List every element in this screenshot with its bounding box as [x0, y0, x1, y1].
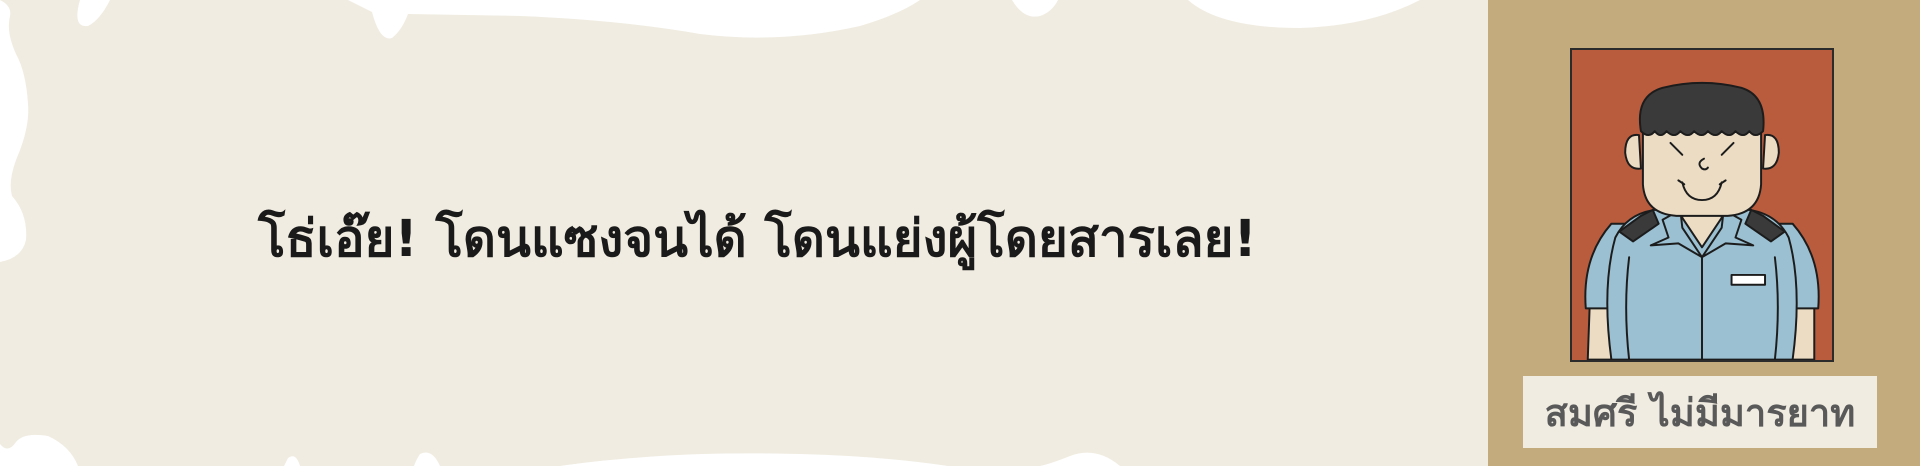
bus-driver-portrait-icon	[1572, 50, 1832, 360]
speaker-portrait	[1570, 48, 1834, 362]
dialog-text: โธ่เอ๊ย! โดนแซงจนได้ โดนแย่งผู้โดยสารเลย!	[258, 210, 1257, 269]
speaker-name: สมศรี ไม่มีมารยาท	[1544, 390, 1856, 435]
speaker-panel	[1488, 0, 1920, 466]
speaker-name-plate	[1523, 376, 1877, 448]
